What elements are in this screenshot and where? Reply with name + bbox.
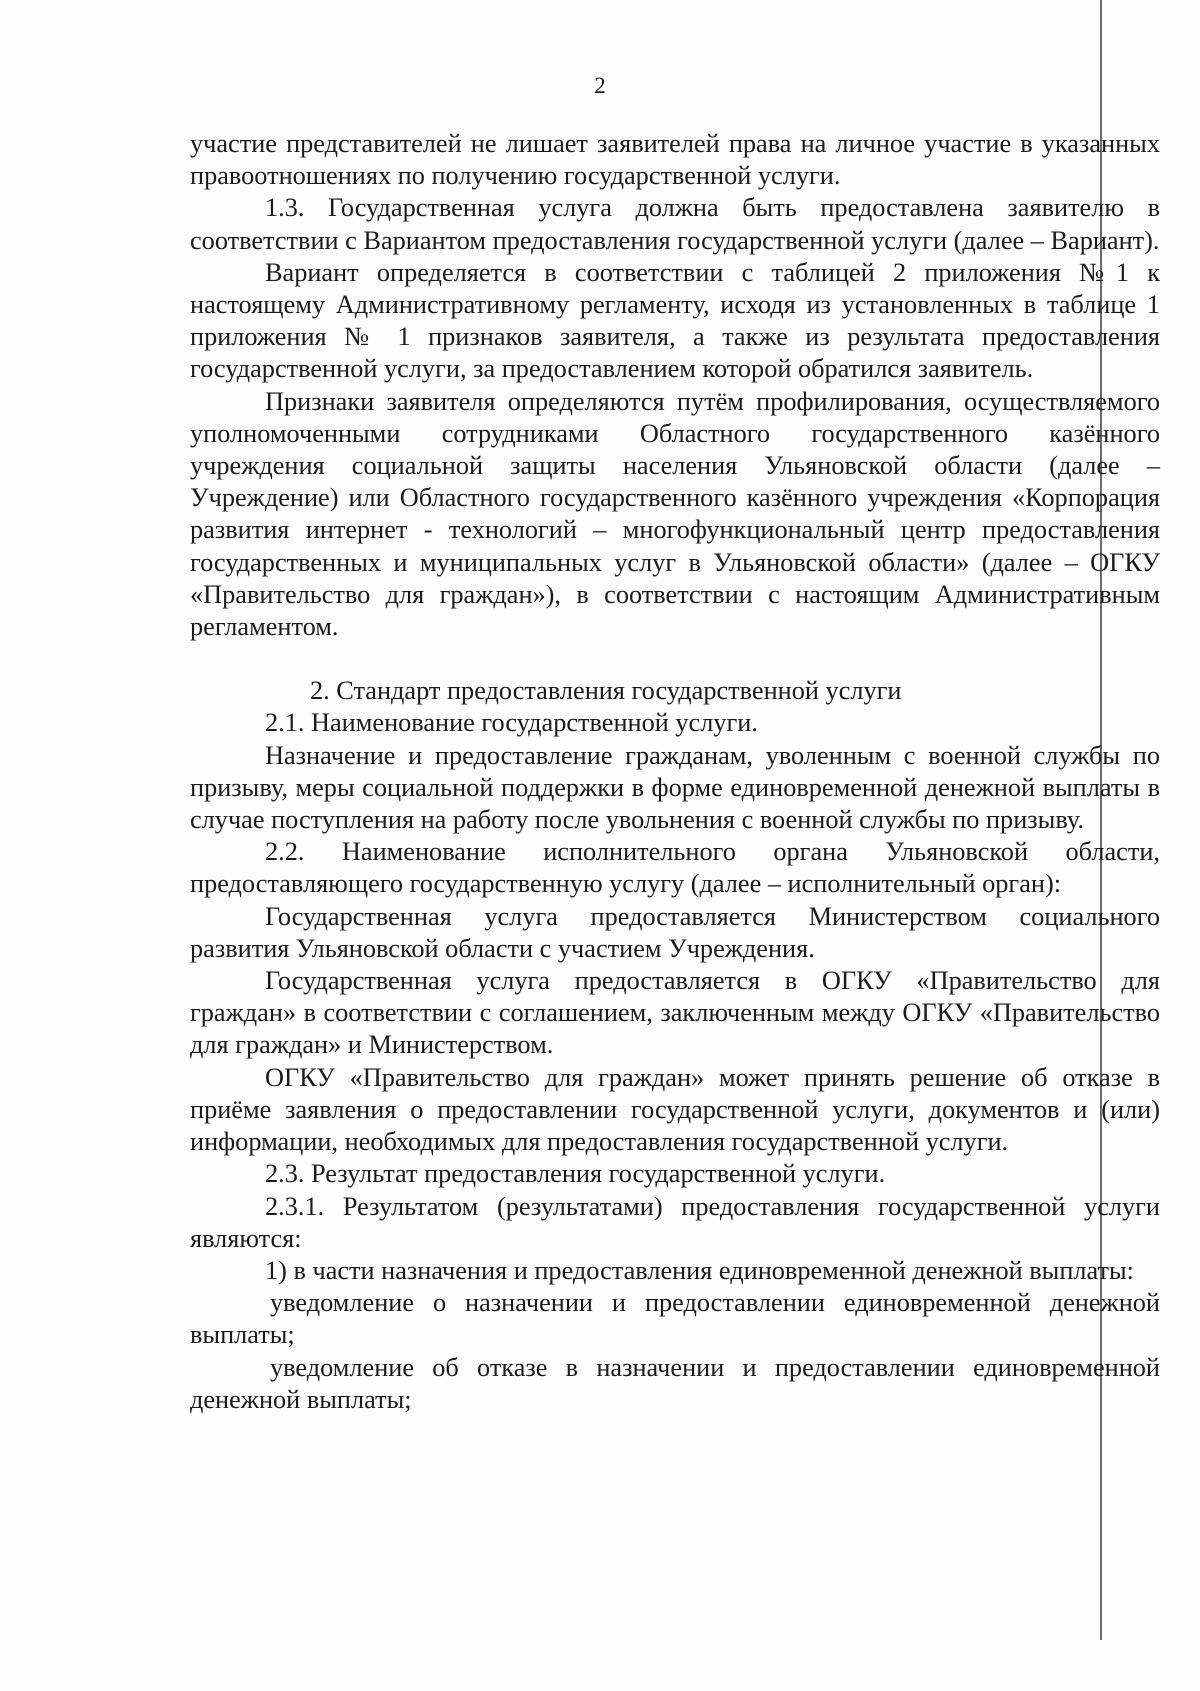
paragraph: Государственная услуга предоставляется Министерством социального развития Ульяновской области с участием Учреждения. [190, 901, 1160, 963]
document-body [190, 128, 1160, 1416]
list-item: уведомление о назначении и предоставлении единовременной денежной выплаты; [190, 1288, 1160, 1350]
subsection-title: 2.2. Наименование исполнительного органа Ульяновской области, предоставляющего государственную услугу (далее – исполнительный орган): [190, 837, 1160, 899]
paragraph: Государственная услуга предоставляется в ОГКУ «Правительство для граждан» в соответствии с соглашением, заключенным между ОГКУ «Правительство для граждан» и Министерством. [190, 966, 1160, 1060]
subsection-title: 2.1. Наименование государственной услуги. [265, 708, 758, 738]
paragraph: Вариант определяется в соответствии с таблицей 2 приложения №1 к настоящему Административному регламенту, исходя из установленных в таблице 1 приложения № 1 признаков заявителя, а также из результата предоставления государственной услуги, за предоставлением которой обратился заявитель. [190, 257, 1160, 384]
list-item: уведомление об отказе в назначении и предоставлении единовременной денежной выплаты; [190, 1352, 1160, 1414]
page-number: 2 [594, 73, 606, 98]
list-item: 1) в части назначения и предоставления единовременной денежной выплаты: [265, 1255, 1134, 1285]
paragraph: Признаки заявителя определяются путём профилирования, осуществляемого уполномоченными сотрудниками Областного государственного казённого учреждения социальной защиты населения Ульяновской области (далее – Учреждение) или Областного государственного казённого учреждения «Корпорация развития интернет - технологий – многофункциональный центр предоставления государственных и муниципальных услуг в Ульяновской области» (далее – ОГКУ «Правительство для граждан»), в соответствии с настоящим Административным регламентом. [190, 386, 1160, 642]
subsection-title: 2.3. Результат предоставления государственной услуги. [265, 1159, 886, 1189]
paragraph: ОГКУ «Правительство для граждан» может принять решение об отказе в приёме заявления о предоставлении государственной услуги, документов и (или) информации, необходимых для предоставления государственной услуги. [190, 1062, 1160, 1157]
paragraph: Назначение и предоставление гражданам, уволенным с военной службы по призыву, меры социальной поддержки в форме единовременной денежной выплаты в случае поступления на работу после увольнения с военной службы по призыву. [190, 740, 1160, 835]
paragraph: участие представителей не лишает заявителей права на личное участие в указанных правоотношениях по получению государственной услуги. [190, 129, 1160, 191]
spacer [190, 643, 1160, 675]
paragraph: 2.3.1. Результатом (результатами) предоставления государственной услуги являются: [190, 1191, 1160, 1253]
paragraph: 1.3. Государственная услуга должна быть предоставлена заявителю в соответствии с Вариантом предоставления государственной услуги (далее – Вариант). [190, 193, 1160, 255]
section-heading: 2. Стандарт предоставления государственной услуги [310, 676, 902, 706]
